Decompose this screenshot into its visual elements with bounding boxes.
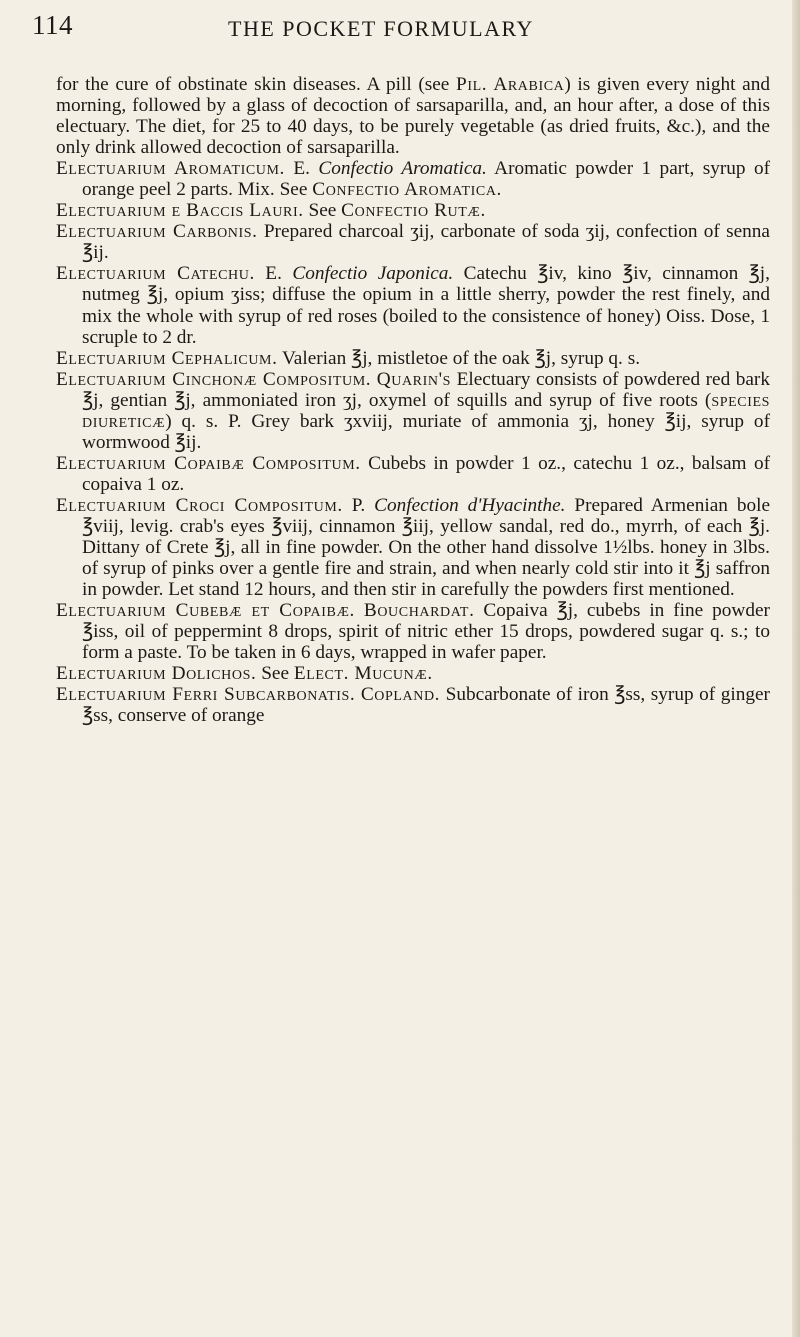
paragraph-continuation: for the cure of obstinate skin diseases. A pill (see Pil. Arabica) is given every night and morning, followed by a glass of decoction of sarsaparilla, and, an hour after, a dose of this electuary. The diet, for 25 to 40 days, to be purely vegetable (as dried fruits, &c.), and the only drink allowed decoction of sarsaparilla.	[56, 74, 770, 159]
entry-electuarium-carbonis: Electuarium Carbonis. Prepared charcoal ʒij, carbonate of soda ʒij, confection of senna ℥ij.	[56, 221, 770, 264]
entry-heading: Electuarium Catechu.	[56, 263, 255, 285]
page-number: 114	[32, 10, 73, 40]
entry-electuarium-dolichos: Electuarium Dolichos. See Elect. Mucunæ.	[56, 663, 433, 685]
page-body	[56, 74, 770, 726]
entry-electuarium-copaibae-compositum: Electuarium Copaibæ Compositum. Cubebs in powder 1 oz., catechu 1 oz., balsam of copaiva 1 oz.	[56, 452, 771, 495]
entry-electuarium-cephalicum: Electuarium Cephalicum. Valerian ℥j, mistletoe of the oak ℥j, syrup q. s.	[56, 347, 641, 369]
entry-electuarium-cubebae-et-copaibae: Electuarium Cubebæ et Copaibæ. Bouchardat. Copaiva ℥j, cubebs in fine powder ℥iss, oil of peppermint 8 drops, spirit of nitric ether 15 drops, powdered sugar q. s.; to form a paste. To be taken in 6 days, wrapped in wafer paper.	[56, 600, 770, 664]
entry-electuarium-e-baccis-lauri: Electuarium e Baccis Lauri. See Confectio Rutæ.	[56, 200, 486, 222]
running-head: THE POCKET FORMULARY	[228, 16, 534, 41]
entry-heading: Electuarium Cubebæ et Copaibæ.	[56, 600, 355, 622]
entry-heading: Electuarium Copaibæ Compositum.	[56, 452, 361, 474]
entry-electuarium-croci-compositum: Electuarium Croci Compositum. P. Confection d'Hyacinthe. Prepared Armenian bole ℥viij, levig. crab's eyes ℥viij, cinnamon ℥iij, yellow sandal, red do., myrrh, of each ℥j. Dittany of Crete ℥j, all in fine powder. On the other hand dissolve 1½lbs. honey in 3lbs. of syrup of pinks over a gentle fire and strain, and when nearly cold stir into it ℥j saffron in powder. Let stand 12 hours, and then stir in carefully the powders first mentioned.	[56, 494, 771, 601]
entry-heading: Electuarium Carbonis.	[56, 221, 258, 243]
entry-electuarium-cinchonae-compositum: Electuarium Cinchonæ Compositum. Quarin's Electuary consists of powdered red bark ℥j, gentian ℥j, ammoniated iron ʒj, oxymel of squills and syrup of five roots (species diureticæ) q. s. P. Grey bark ʒxviij, muriate of ammonia ʒj, honey ℥ij, syrup of wormwood ℥ij.	[56, 368, 770, 453]
entry-heading: Electuarium e Baccis Lauri.	[56, 200, 304, 222]
entry-heading: Electuarium Cephalicum.	[56, 347, 278, 369]
entry-heading: Electuarium Aromaticum.	[56, 158, 285, 180]
entry-electuarium-aromaticum: Electuarium Aromaticum. E. Confectio Aromatica. Aromatic powder 1 part, syrup of orange peel 2 parts. Mix. See Confectio Aromatica.	[56, 158, 771, 201]
entry-heading: Electuarium Ferri Subcarbonatis.	[56, 684, 356, 706]
entry-heading: Electuarium Cinchonæ Compositum.	[56, 368, 372, 390]
entry-electuarium-catechu: Electuarium Catechu. E. Confectio Japonica. Catechu ℥iv, kino ℥iv, cinnamon ℥j, nutmeg ℥j, opium ʒiss; diffuse the opium in a little sherry, powder the rest finely, and mix the whole with syrup of red roses (boiled to the consistence of honey) Oiss. Dose, 1 scruple to 2 dr.	[56, 263, 770, 348]
entry-heading: Electuarium Dolichos.	[56, 663, 257, 685]
entry-electuarium-ferri-subcarbonatis: Electuarium Ferri Subcarbonatis. Copland. Subcarbonate of iron ℥ss, syrup of ginger ℥ss, conserve of orange	[56, 684, 770, 727]
page-edge-shadow	[792, 0, 800, 1337]
entry-heading: Electuarium Croci Compositum.	[56, 494, 343, 516]
page-header	[32, 10, 770, 46]
